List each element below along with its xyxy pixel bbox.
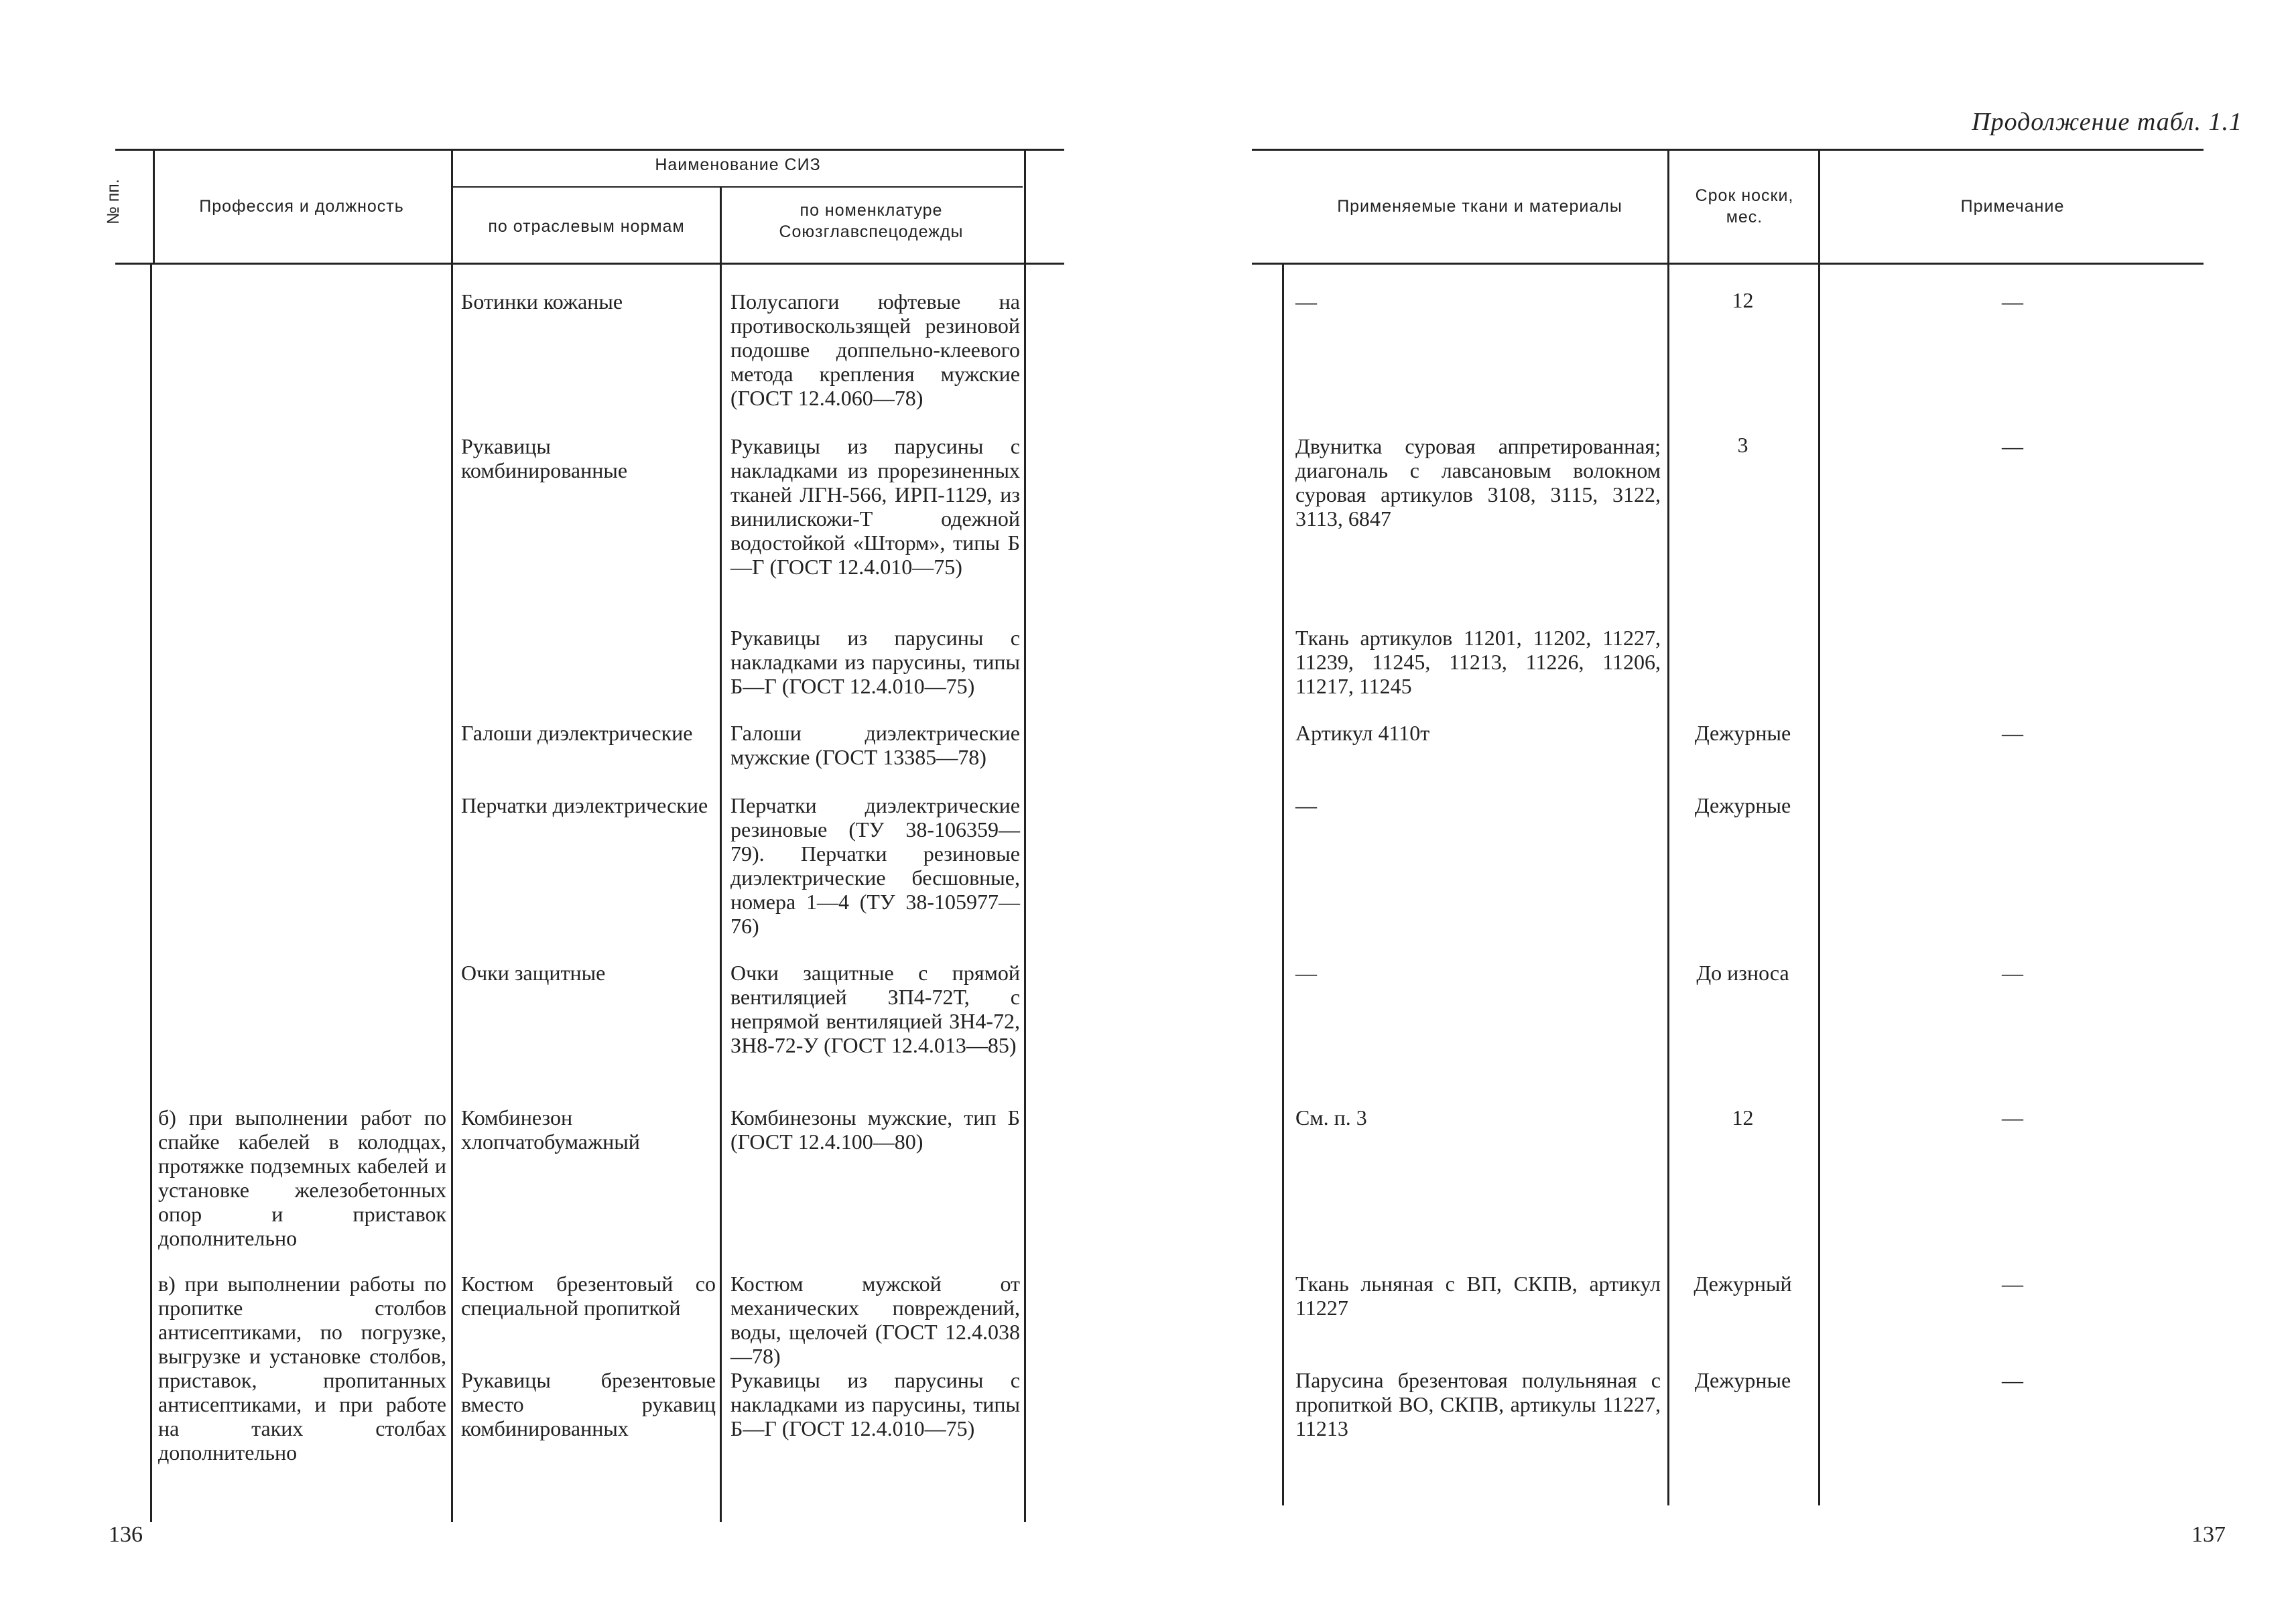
- nomenclature-cell: Перчатки диэлектрические резиновые (ТУ 38-106359—79). Перчатки резиновые диэлектрические бесшовные, номера 1—4 (ТУ 38-105977—76): [730, 793, 1020, 938]
- header-num: № пп.: [104, 179, 123, 224]
- nomenclature-cell: Рукавицы из парусины с накладками из прорезиненных тканей ЛГН-566, ИРП-1129, из винилискожи-Т одежной водостойкой «Шторм», типы Б—Г (ГОСТ 12.4.010—75): [730, 434, 1020, 579]
- norm-cell: Галоши диэлектрические: [461, 721, 693, 745]
- header-profession: Профессия и должность: [199, 197, 404, 216]
- material-cell: См. п. 3: [1295, 1105, 1367, 1130]
- material-cell: Артикул 4110т: [1295, 721, 1430, 745]
- header-industry-norms: по отраслевым нормам: [488, 217, 685, 236]
- col-divider-norms: [720, 188, 722, 1522]
- table-top-rule: [1252, 149, 2204, 151]
- col-divider-materials: [1667, 149, 1669, 1505]
- material-cell: Двунитка суровая аппретированная; диагональ с лавсановым волокном суровая артикулов 3108, 3115, 3122, 3113, 6847: [1295, 434, 1661, 531]
- norm-cell: Очки защитные: [461, 961, 606, 985]
- term-cell: До износа: [1696, 961, 1789, 985]
- col-divider-term: [1818, 149, 1820, 1505]
- term-cell: Дежурные: [1694, 721, 1791, 745]
- header-nomenclature: по номенклатуре Союзглавспецодежды: [779, 201, 964, 241]
- page-number: 137: [2191, 1522, 2226, 1547]
- profession-cell: б) при выполнении работ по спайке кабелей в колодцах, протяжке подземных кабелей и установке железобетонных опор и приставок дополнительно: [158, 1105, 446, 1250]
- nomenclature-cell: Комбинезоны мужские, тип Б (ГОСТ 12.4.100—80): [730, 1105, 1020, 1154]
- norm-cell: Костюм брезентовый со специальной пропиткой: [461, 1272, 716, 1320]
- col-divider-num: [153, 149, 155, 263]
- norm-cell: Рукавицы брезентовые вместо рукавиц комбинированных: [461, 1368, 716, 1440]
- page-number: 136: [109, 1522, 143, 1547]
- nomenclature-cell: Рукавицы из парусины с накладками из парусины, типы Б—Г (ГОСТ 12.4.010—75): [730, 1368, 1020, 1440]
- norm-cell: Рукавицы комбинированные: [461, 434, 628, 482]
- note-cell: —: [2002, 1272, 2023, 1296]
- right-page: [1148, 0, 2296, 1622]
- header-bottom-rule: [115, 263, 1064, 265]
- material-cell: Ткань льняная с ВП, СКПВ, артикул 11227: [1295, 1272, 1661, 1320]
- nomenclature-cell: Очки защитные с прямой вентиляцией ЗП4-72Т, с непрямой вентиляцией ЗН4-72, ЗН8-72-У (ГОСТ 12.4.013—85): [730, 961, 1020, 1057]
- note-cell: —: [2002, 1105, 2023, 1130]
- nomenclature-cell: Рукавицы из парусины с накладками из парусины, типы Б—Г (ГОСТ 12.4.010—75): [730, 626, 1020, 698]
- header-term: Срок носки, мес.: [1695, 186, 1794, 226]
- continued-label: Продолжение табл. 1.1: [1972, 108, 2242, 136]
- term-cell: 12: [1732, 1105, 1754, 1130]
- term-cell: Дежурные: [1694, 1368, 1791, 1392]
- header-siz-group: Наименование СИЗ: [655, 155, 821, 174]
- header-bottom-rule: [1252, 263, 2204, 265]
- term-cell: 12: [1732, 288, 1754, 312]
- norm-cell: Комбинезон хлопчатобумажный: [461, 1105, 640, 1154]
- col-divider-left: [1282, 263, 1284, 1505]
- material-cell: —: [1295, 961, 1317, 985]
- material-cell: Парусина брезентовая полульняная с пропиткой ВО, СКПВ, артикулы 11227, 11213: [1295, 1368, 1661, 1440]
- term-cell: Дежурные: [1694, 793, 1791, 817]
- note-cell: —: [2002, 721, 2023, 745]
- header-note: Примечание: [1960, 197, 2065, 216]
- profession-cell: в) при выполнении работы по пропитке столбов антисептиками, по погрузке, выгрузке и установке столбов, приставок, пропитанных антисептиками, и при работе на таких столбах дополнительно: [158, 1272, 446, 1465]
- note-cell: —: [2002, 434, 2023, 458]
- norm-cell: Ботинки кожаные: [461, 289, 623, 314]
- note-cell: —: [2002, 961, 2023, 985]
- nomenclature-cell: Полусапоги юфтевые на противоскользящей резиновой подошве доппельно-клеевого метода крепления мужские (ГОСТ 12.4.060—78): [730, 289, 1020, 410]
- material-cell: Ткань артикулов 11201, 11202, 11227, 11239, 11245, 11213, 11226, 11206, 11217, 11245: [1295, 626, 1661, 698]
- term-cell: Дежурный: [1694, 1272, 1792, 1296]
- nomenclature-cell: Костюм мужской от механических повреждений, воды, щелочей (ГОСТ 12.4.038—78): [730, 1272, 1020, 1368]
- material-cell: —: [1295, 793, 1317, 817]
- norm-cell: Перчатки диэлектрические: [461, 793, 708, 817]
- note-cell: —: [2002, 289, 2023, 314]
- col-divider-num-body: [150, 263, 152, 1522]
- nomenclature-cell: Галоши диэлектрические мужские (ГОСТ 13385—78): [730, 721, 1020, 769]
- siz-group-rule: [453, 186, 1023, 188]
- term-cell: 3: [1737, 433, 1748, 457]
- header-materials: Применяемые ткани и материалы: [1337, 197, 1622, 216]
- table-top-rule: [115, 149, 1064, 151]
- col-divider-nomenclature: [1024, 149, 1026, 1522]
- note-cell: —: [2002, 1368, 2023, 1392]
- material-cell: —: [1295, 289, 1317, 314]
- col-divider-profession: [451, 149, 453, 1522]
